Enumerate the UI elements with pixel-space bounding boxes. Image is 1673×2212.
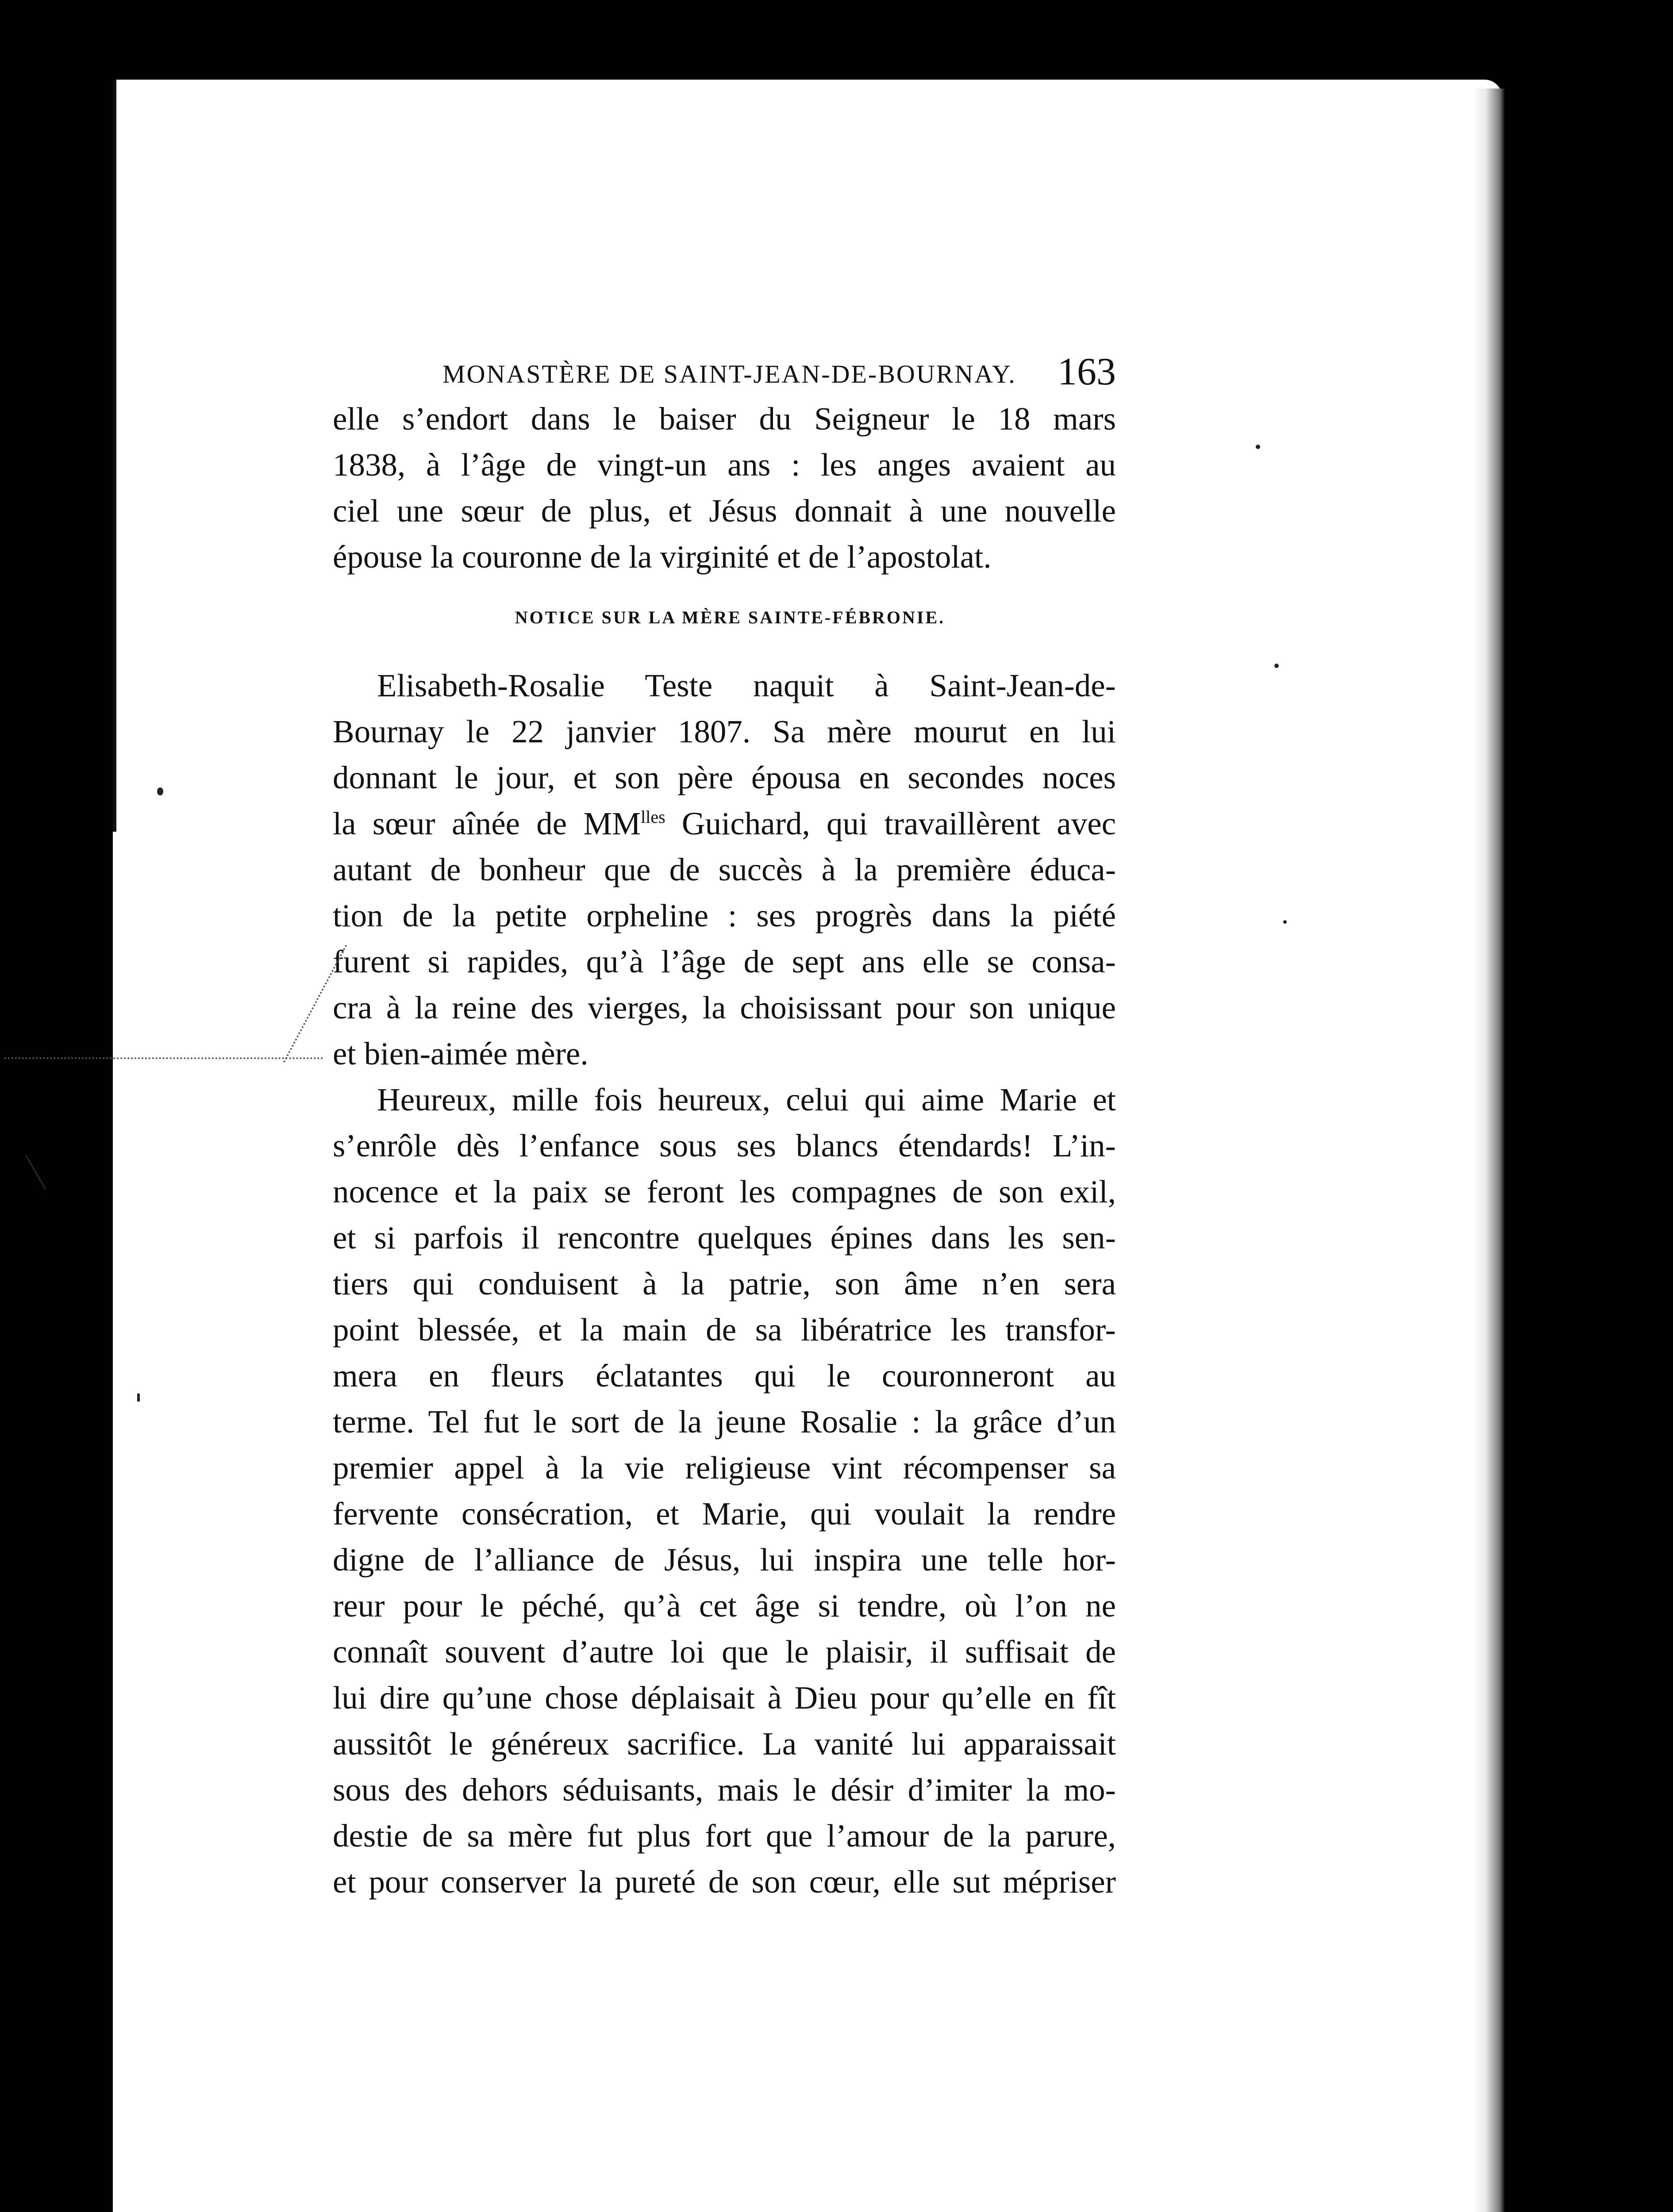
text-line: épouse la couronne de la virginité et de l’apostolat. [333, 539, 992, 575]
text-line: aussitôt le généreux sacrifice. La vanité lui apparaissait [333, 1726, 1116, 1762]
text-line: donnant le jour, et son père épousa en secondes noces [333, 760, 1116, 795]
text-line: tiers qui conduisent à la patrie, son âme n’en sera [333, 1266, 1116, 1302]
text-fragment: la sœur aînée de MM [333, 806, 641, 841]
scan-artifact-dot [1274, 664, 1279, 668]
text-line: et si parfois il rencontre quelques épines dans les sen- [333, 1220, 1116, 1256]
text-line: premier appel à la vie religieuse vint récompenser sa [333, 1450, 1116, 1486]
notice-body [333, 663, 1116, 1905]
text-line: Bournay le 22 janvier 1807. Sa mère mourut en lui [333, 714, 1116, 749]
scan-artifact-dot [1283, 920, 1287, 924]
text-line: reur pour le péché, qu’à cet âge si tendre, où l’on ne [333, 1588, 1116, 1624]
text-line: Elisabeth-Rosalie Teste naquit à Saint-Jean-de- [377, 668, 1116, 703]
text-line: et bien-aimée mère. [333, 1036, 588, 1071]
text-line: ciel une sœur de plus, et Jésus donnait à une nouvelle [333, 493, 1116, 529]
scan-artifact-tick [137, 1394, 140, 1402]
page-left-edge [113, 80, 116, 832]
text-fragment: Guichard, qui travaillèrent avec [665, 806, 1116, 841]
text-line: fervente consécration, et Marie, qui voulait la rendre [333, 1496, 1116, 1532]
text-line: cra à la reine des vierges, la choisissant pour son unique [333, 990, 1116, 1025]
text-line: autant de bonheur que de succès à la première éduca- [333, 852, 1116, 887]
text-line: point blessée, et la main de sa libératrice les transfor- [333, 1312, 1116, 1348]
section-heading: NOTICE SUR LA MÈRE SAINTE-FÉBRONIE. [515, 607, 946, 627]
page-number: 163 [1058, 350, 1116, 393]
text-line: 1838, à l’âge de vingt-un ans : les anges avaient au [333, 447, 1116, 483]
text-line: Heureux, mille fois heureux, celui qui aime Marie et [377, 1082, 1116, 1118]
text-line: s’enrôle dès l’enfance sous ses blancs étendards! L’in- [333, 1128, 1116, 1164]
text-line: furent si rapides, qu’à l’âge de sept ans elle se consa- [333, 944, 1116, 979]
text-line: elle s’endort dans le baiser du Seigneur le 18 mars [333, 401, 1116, 437]
superscript: lles [641, 807, 665, 827]
text-line: et pour conserver la pureté de son cœur, elle sut mépriser [333, 1864, 1116, 1900]
text-line: terme. Tel fut le sort de la jeune Rosalie : la grâce d’un [333, 1404, 1116, 1440]
scan-artifact-slash [25, 1155, 46, 1190]
running-head: MONASTÈRE DE SAINT-JEAN-DE-BOURNAY. [442, 360, 1016, 388]
page-right-edge [1473, 88, 1504, 2212]
scan-artifact-dotted-line [4, 1057, 323, 1059]
scan-artifact-dot [1256, 445, 1260, 449]
scan-artifact-dot [157, 787, 163, 795]
text-line: lui dire qu’une chose déplaisait à Dieu pour qu’elle en fît [333, 1680, 1116, 1716]
text-line: nocence et la paix se feront les compagnes de son exil, [333, 1174, 1116, 1210]
text-line: destie de sa mère fut plus fort que l’amour de la parure, [333, 1818, 1116, 1854]
text-line: mera en fleurs éclatantes qui le couronneront au [333, 1358, 1116, 1394]
text-line: tion de la petite orpheline : ses progrès dans la piété [333, 898, 1116, 933]
text-block-continuation [333, 396, 1116, 580]
text-line: digne de l’alliance de Jésus, lui inspira une telle hor- [333, 1542, 1116, 1578]
text-line: sous des dehors séduisants, mais le désir d’imiter la mo- [333, 1772, 1116, 1808]
text-line: connaît souvent d’autre loi que le plaisir, il suffisait de [333, 1634, 1116, 1670]
text-line [333, 801, 1116, 847]
